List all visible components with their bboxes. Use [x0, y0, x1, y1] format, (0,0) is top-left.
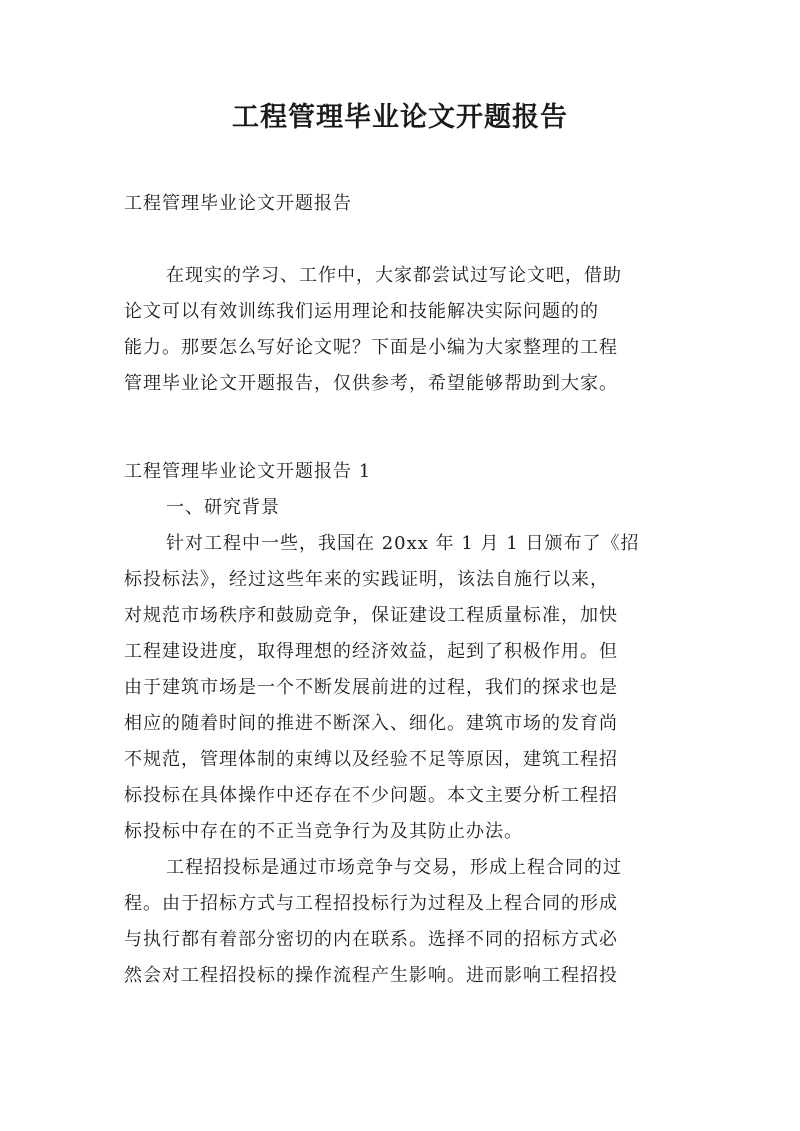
paragraph-line: 然会对工程招投标的操作流程产生影响。进而影响工程招投	[124, 965, 618, 986]
intro-line: 在现实的学习、工作中，大家都尝试过写论文吧，借助	[166, 265, 622, 286]
paragraph-line: 与执行都有着部分密切的内在联系。选择不同的招标方式必	[124, 929, 618, 950]
section-1	[124, 454, 696, 994]
intro-line: 管理毕业论文开题报告，仅供参考，希望能够帮助到大家。	[124, 373, 618, 394]
document-subtitle: 工程管理毕业论文开题报告	[124, 193, 352, 214]
subsection-heading: 一、研究背景	[166, 497, 280, 518]
paragraph-line: 工程建设进度，取得理想的经济效益，起到了积极作用。但	[124, 641, 618, 662]
intro-line: 论文可以有效训练我们运用理论和技能解决实际问题的的	[124, 301, 599, 322]
paragraph-line: 标投标中存在的不正当竞争行为及其防止办法。	[124, 821, 523, 842]
paragraph-2	[124, 850, 696, 994]
intro-line: 能力。那要怎么写好论文呢？下面是小编为大家整理的工程	[124, 337, 618, 358]
intro-paragraph	[124, 258, 696, 402]
paragraph-line: 不规范，管理体制的束缚以及经验不足等原因，建筑工程招	[124, 749, 618, 770]
paragraph-line: 程。由于招标方式与工程招投标行为过程及上程合同的形成	[124, 893, 618, 914]
paragraph-line: 工程招投标是通过市场竞争与交易，形成上程合同的过	[166, 857, 622, 878]
paragraph-line: 对规范市场秩序和鼓励竞争，保证建设工程质量标准，加快	[124, 605, 618, 626]
section-heading: 工程管理毕业论文开题报告 1	[124, 461, 372, 482]
paragraph-line: 由于建筑市场是一个不断发展前进的过程，我们的探求也是	[124, 677, 618, 698]
paragraph-line: 相应的随着时间的推进不断深入、细化。建筑市场的发育尚	[124, 713, 618, 734]
paragraph-line: 针对工程中一些，我国在 20xx 年 1 月 1 日颁布了《招	[166, 533, 640, 554]
paragraph-1	[124, 526, 696, 850]
paragraph-line: 标投标在具体操作中还存在不少问题。本文主要分析工程招	[124, 785, 618, 806]
paragraph-line: 标投标法》，经过这些年来的实践证明，该法自施行以来，	[124, 569, 609, 590]
document-title: 工程管理毕业论文开题报告	[232, 102, 568, 133]
